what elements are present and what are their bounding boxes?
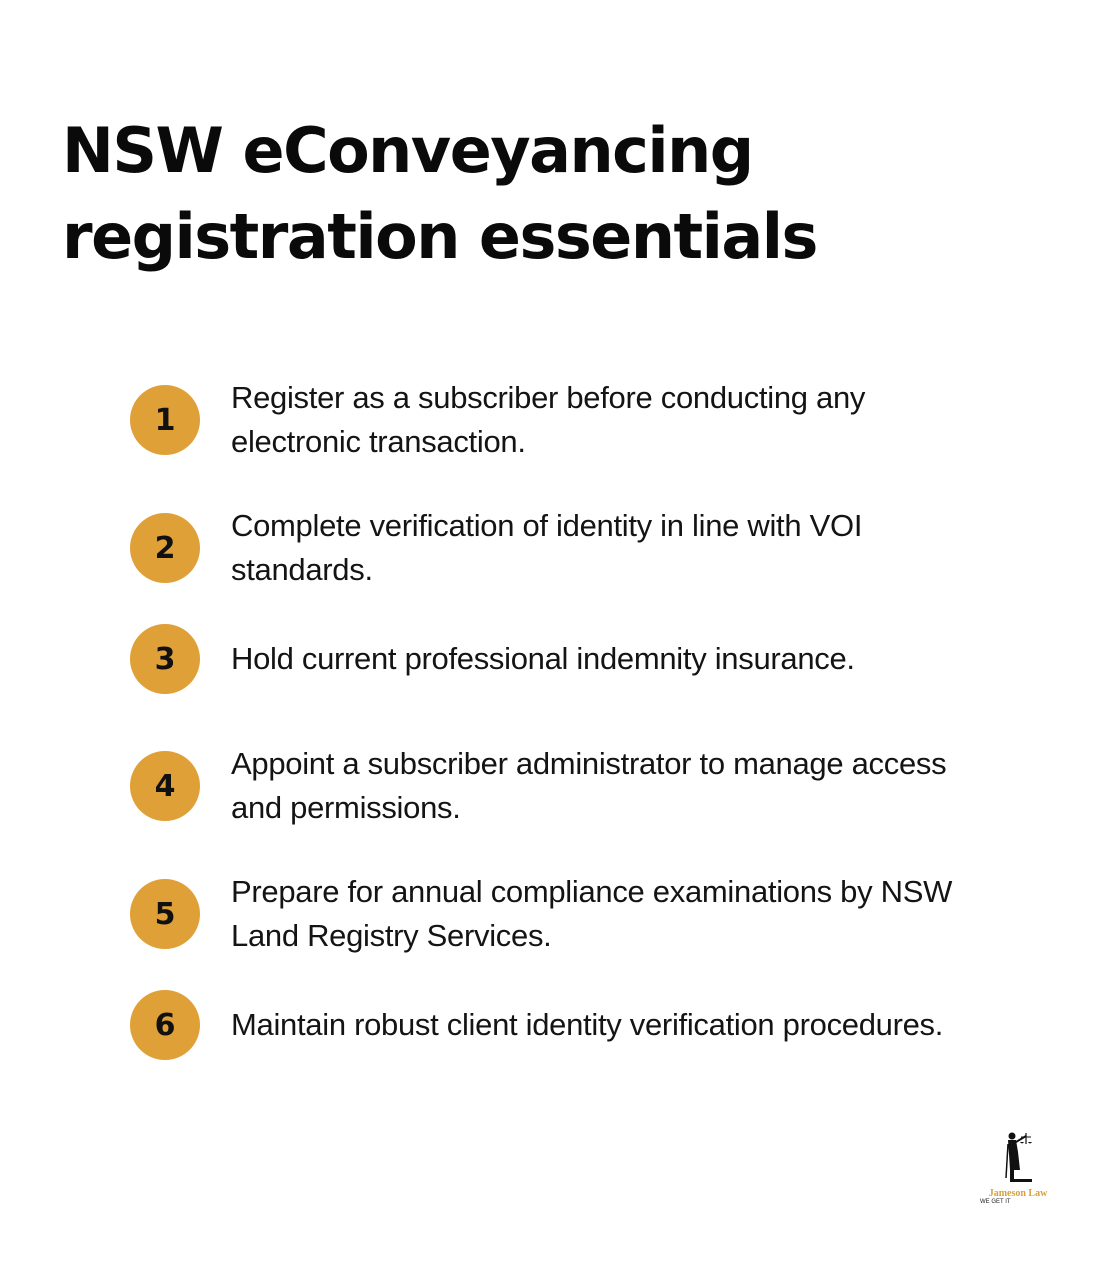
- list-item: [130, 376, 1090, 464]
- step-text: Register as a subscriber before conducting any electronic transaction.: [231, 380, 866, 459]
- list-item: [130, 742, 1090, 830]
- page-title: [62, 108, 817, 280]
- step-text: Complete verification of identity in line with VOI standards.: [231, 508, 863, 587]
- step-number-badge: 6: [130, 990, 200, 1060]
- step-number-badge: 5: [130, 879, 200, 949]
- jameson-law-logo: [978, 1130, 1058, 1206]
- title-line-1: NSW eConveyancing: [62, 114, 753, 187]
- step-text: Prepare for annual compliance examinations by NSW Land Registry Services.: [231, 874, 953, 953]
- lady-justice-icon: [998, 1130, 1038, 1186]
- title-line-2: registration essentials: [62, 200, 817, 273]
- step-text: Hold current professional indemnity insurance.: [231, 641, 855, 676]
- step-number-badge: 1: [130, 385, 200, 455]
- step-text: Maintain robust client identity verification procedures.: [231, 1007, 944, 1042]
- logo-tagline: WE GET IT: [980, 1199, 1011, 1205]
- step-number-badge: 2: [130, 513, 200, 583]
- list-item: [130, 870, 1090, 958]
- step-text: Appoint a subscriber administrator to manage access and permissions.: [231, 746, 947, 825]
- list-item: [130, 504, 1090, 592]
- list-item: [130, 990, 1090, 1060]
- step-number-badge: 3: [130, 624, 200, 694]
- logo-name: Jameson Law: [988, 1188, 1048, 1199]
- step-number-badge: 4: [130, 751, 200, 821]
- list-item: [130, 624, 1090, 694]
